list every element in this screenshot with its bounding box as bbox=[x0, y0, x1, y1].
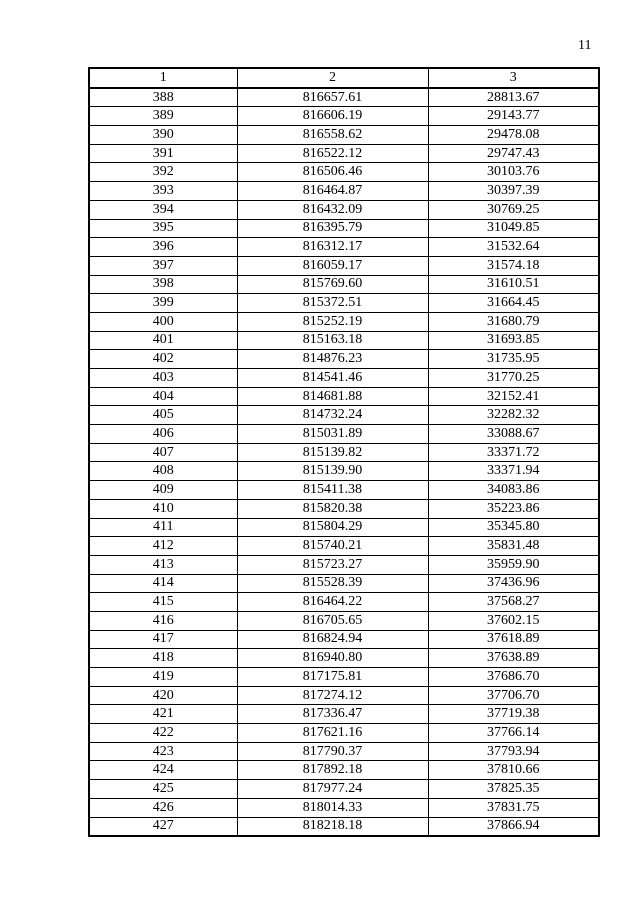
point-number-cell: 407 bbox=[89, 443, 237, 462]
table-row bbox=[89, 182, 599, 201]
y-coordinate-cell: 29143.77 bbox=[428, 107, 599, 126]
point-number-cell: 417 bbox=[89, 630, 237, 649]
x-coordinate-cell: 814681.88 bbox=[237, 387, 428, 406]
x-coordinate-cell: 816432.09 bbox=[237, 200, 428, 219]
y-coordinate-cell: 30103.76 bbox=[428, 163, 599, 182]
y-coordinate-cell: 37602.15 bbox=[428, 611, 599, 630]
x-coordinate-cell: 817336.47 bbox=[237, 705, 428, 724]
table-header bbox=[89, 68, 599, 88]
y-coordinate-cell: 30397.39 bbox=[428, 182, 599, 201]
table-row bbox=[89, 369, 599, 388]
x-coordinate-cell: 817790.37 bbox=[237, 742, 428, 761]
x-coordinate-cell: 815139.90 bbox=[237, 462, 428, 481]
point-number-cell: 396 bbox=[89, 238, 237, 257]
x-coordinate-cell: 815528.39 bbox=[237, 574, 428, 593]
x-coordinate-cell: 816464.87 bbox=[237, 182, 428, 201]
point-number-cell: 406 bbox=[89, 425, 237, 444]
table-row bbox=[89, 668, 599, 687]
point-number-cell: 402 bbox=[89, 350, 237, 369]
table-row bbox=[89, 742, 599, 761]
y-coordinate-cell: 31680.79 bbox=[428, 312, 599, 331]
y-coordinate-cell: 37766.14 bbox=[428, 724, 599, 743]
y-coordinate-cell: 31532.64 bbox=[428, 238, 599, 257]
x-coordinate-cell: 814732.24 bbox=[237, 406, 428, 425]
point-number-cell: 390 bbox=[89, 126, 237, 145]
table-row bbox=[89, 406, 599, 425]
table-row bbox=[89, 649, 599, 668]
x-coordinate-cell: 815723.27 bbox=[237, 555, 428, 574]
column-header-x: 2 bbox=[237, 68, 428, 88]
table-row bbox=[89, 798, 599, 817]
point-number-cell: 388 bbox=[89, 88, 237, 107]
point-number-cell: 389 bbox=[89, 107, 237, 126]
point-number-cell: 400 bbox=[89, 312, 237, 331]
y-coordinate-cell: 37719.38 bbox=[428, 705, 599, 724]
y-coordinate-cell: 34083.86 bbox=[428, 481, 599, 500]
x-coordinate-cell: 815804.29 bbox=[237, 518, 428, 537]
x-coordinate-cell: 817892.18 bbox=[237, 761, 428, 780]
y-coordinate-cell: 32152.41 bbox=[428, 387, 599, 406]
table-row bbox=[89, 518, 599, 537]
y-coordinate-cell: 35223.86 bbox=[428, 499, 599, 518]
x-coordinate-cell: 817274.12 bbox=[237, 686, 428, 705]
point-number-cell: 391 bbox=[89, 144, 237, 163]
table-row bbox=[89, 144, 599, 163]
table-row bbox=[89, 387, 599, 406]
y-coordinate-cell: 37825.35 bbox=[428, 780, 599, 799]
x-coordinate-cell: 815372.51 bbox=[237, 294, 428, 313]
table-row bbox=[89, 200, 599, 219]
table-row bbox=[89, 462, 599, 481]
x-coordinate-cell: 816558.62 bbox=[237, 126, 428, 145]
y-coordinate-cell: 37831.75 bbox=[428, 798, 599, 817]
point-number-cell: 421 bbox=[89, 705, 237, 724]
x-coordinate-cell: 814541.46 bbox=[237, 369, 428, 388]
table-row bbox=[89, 275, 599, 294]
point-number-cell: 408 bbox=[89, 462, 237, 481]
table-row bbox=[89, 88, 599, 107]
x-coordinate-cell: 816506.46 bbox=[237, 163, 428, 182]
y-coordinate-cell: 33371.94 bbox=[428, 462, 599, 481]
point-number-cell: 427 bbox=[89, 817, 237, 836]
y-coordinate-cell: 37706.70 bbox=[428, 686, 599, 705]
y-coordinate-cell: 32282.32 bbox=[428, 406, 599, 425]
y-coordinate-cell: 37638.89 bbox=[428, 649, 599, 668]
table-row bbox=[89, 219, 599, 238]
table-row bbox=[89, 499, 599, 518]
table-row bbox=[89, 107, 599, 126]
y-coordinate-cell: 31574.18 bbox=[428, 256, 599, 275]
x-coordinate-cell: 816940.80 bbox=[237, 649, 428, 668]
point-number-cell: 425 bbox=[89, 780, 237, 799]
point-number-cell: 398 bbox=[89, 275, 237, 294]
point-number-cell: 416 bbox=[89, 611, 237, 630]
table-row bbox=[89, 163, 599, 182]
y-coordinate-cell: 35345.80 bbox=[428, 518, 599, 537]
table-row bbox=[89, 630, 599, 649]
x-coordinate-cell: 815163.18 bbox=[237, 331, 428, 350]
x-coordinate-cell: 814876.23 bbox=[237, 350, 428, 369]
point-number-cell: 424 bbox=[89, 761, 237, 780]
y-coordinate-cell: 37436.96 bbox=[428, 574, 599, 593]
point-number-cell: 393 bbox=[89, 182, 237, 201]
page-number: 11 bbox=[578, 38, 592, 53]
x-coordinate-cell: 816705.65 bbox=[237, 611, 428, 630]
table-row bbox=[89, 537, 599, 556]
y-coordinate-cell: 37810.66 bbox=[428, 761, 599, 780]
table-row bbox=[89, 425, 599, 444]
point-number-cell: 412 bbox=[89, 537, 237, 556]
table-row bbox=[89, 331, 599, 350]
x-coordinate-cell: 818014.33 bbox=[237, 798, 428, 817]
point-number-cell: 411 bbox=[89, 518, 237, 537]
x-coordinate-cell: 817175.81 bbox=[237, 668, 428, 687]
table-row bbox=[89, 817, 599, 836]
table-row bbox=[89, 350, 599, 369]
point-number-cell: 399 bbox=[89, 294, 237, 313]
point-number-cell: 409 bbox=[89, 481, 237, 500]
x-coordinate-cell: 815031.89 bbox=[237, 425, 428, 444]
y-coordinate-cell: 28813.67 bbox=[428, 88, 599, 107]
x-coordinate-cell: 815769.60 bbox=[237, 275, 428, 294]
x-coordinate-cell: 816522.12 bbox=[237, 144, 428, 163]
point-number-cell: 395 bbox=[89, 219, 237, 238]
y-coordinate-cell: 31049.85 bbox=[428, 219, 599, 238]
table-row bbox=[89, 126, 599, 145]
table-row bbox=[89, 555, 599, 574]
table-header-row bbox=[89, 68, 599, 88]
point-number-cell: 413 bbox=[89, 555, 237, 574]
y-coordinate-cell: 37866.94 bbox=[428, 817, 599, 836]
table-row bbox=[89, 256, 599, 275]
x-coordinate-cell: 816657.61 bbox=[237, 88, 428, 107]
table-row bbox=[89, 705, 599, 724]
point-number-cell: 405 bbox=[89, 406, 237, 425]
y-coordinate-cell: 31610.51 bbox=[428, 275, 599, 294]
table-row bbox=[89, 481, 599, 500]
y-coordinate-cell: 33088.67 bbox=[428, 425, 599, 444]
table-row bbox=[89, 443, 599, 462]
point-number-cell: 394 bbox=[89, 200, 237, 219]
point-number-cell: 422 bbox=[89, 724, 237, 743]
table-row bbox=[89, 724, 599, 743]
y-coordinate-cell: 33371.72 bbox=[428, 443, 599, 462]
table-row bbox=[89, 312, 599, 331]
x-coordinate-cell: 815411.38 bbox=[237, 481, 428, 500]
table-row bbox=[89, 238, 599, 257]
point-number-cell: 401 bbox=[89, 331, 237, 350]
point-number-cell: 403 bbox=[89, 369, 237, 388]
point-number-cell: 415 bbox=[89, 593, 237, 612]
point-number-cell: 392 bbox=[89, 163, 237, 182]
table-row bbox=[89, 686, 599, 705]
point-number-cell: 426 bbox=[89, 798, 237, 817]
x-coordinate-cell: 815820.38 bbox=[237, 499, 428, 518]
column-header-point: 1 bbox=[89, 68, 237, 88]
y-coordinate-cell: 35959.90 bbox=[428, 555, 599, 574]
table-body bbox=[89, 88, 599, 837]
y-coordinate-cell: 37568.27 bbox=[428, 593, 599, 612]
table-row bbox=[89, 761, 599, 780]
table-row bbox=[89, 574, 599, 593]
point-number-cell: 418 bbox=[89, 649, 237, 668]
x-coordinate-cell: 816059.17 bbox=[237, 256, 428, 275]
coordinates-table bbox=[88, 67, 600, 837]
point-number-cell: 397 bbox=[89, 256, 237, 275]
y-coordinate-cell: 31735.95 bbox=[428, 350, 599, 369]
column-header-y: 3 bbox=[428, 68, 599, 88]
y-coordinate-cell: 30769.25 bbox=[428, 200, 599, 219]
table-row bbox=[89, 294, 599, 313]
point-number-cell: 423 bbox=[89, 742, 237, 761]
x-coordinate-cell: 818218.18 bbox=[237, 817, 428, 836]
x-coordinate-cell: 816464.22 bbox=[237, 593, 428, 612]
table-row bbox=[89, 611, 599, 630]
y-coordinate-cell: 29478.08 bbox=[428, 126, 599, 145]
point-number-cell: 414 bbox=[89, 574, 237, 593]
y-coordinate-cell: 37686.70 bbox=[428, 668, 599, 687]
x-coordinate-cell: 817621.16 bbox=[237, 724, 428, 743]
x-coordinate-cell: 816312.17 bbox=[237, 238, 428, 257]
y-coordinate-cell: 31770.25 bbox=[428, 369, 599, 388]
point-number-cell: 420 bbox=[89, 686, 237, 705]
x-coordinate-cell: 815139.82 bbox=[237, 443, 428, 462]
y-coordinate-cell: 37618.89 bbox=[428, 630, 599, 649]
x-coordinate-cell: 816824.94 bbox=[237, 630, 428, 649]
point-number-cell: 410 bbox=[89, 499, 237, 518]
point-number-cell: 404 bbox=[89, 387, 237, 406]
y-coordinate-cell: 31664.45 bbox=[428, 294, 599, 313]
x-coordinate-cell: 816395.79 bbox=[237, 219, 428, 238]
y-coordinate-cell: 29747.43 bbox=[428, 144, 599, 163]
x-coordinate-cell: 817977.24 bbox=[237, 780, 428, 799]
table-row bbox=[89, 780, 599, 799]
x-coordinate-cell: 815252.19 bbox=[237, 312, 428, 331]
y-coordinate-cell: 31693.85 bbox=[428, 331, 599, 350]
x-coordinate-cell: 815740.21 bbox=[237, 537, 428, 556]
y-coordinate-cell: 35831.48 bbox=[428, 537, 599, 556]
point-number-cell: 419 bbox=[89, 668, 237, 687]
y-coordinate-cell: 37793.94 bbox=[428, 742, 599, 761]
x-coordinate-cell: 816606.19 bbox=[237, 107, 428, 126]
table-row bbox=[89, 593, 599, 612]
